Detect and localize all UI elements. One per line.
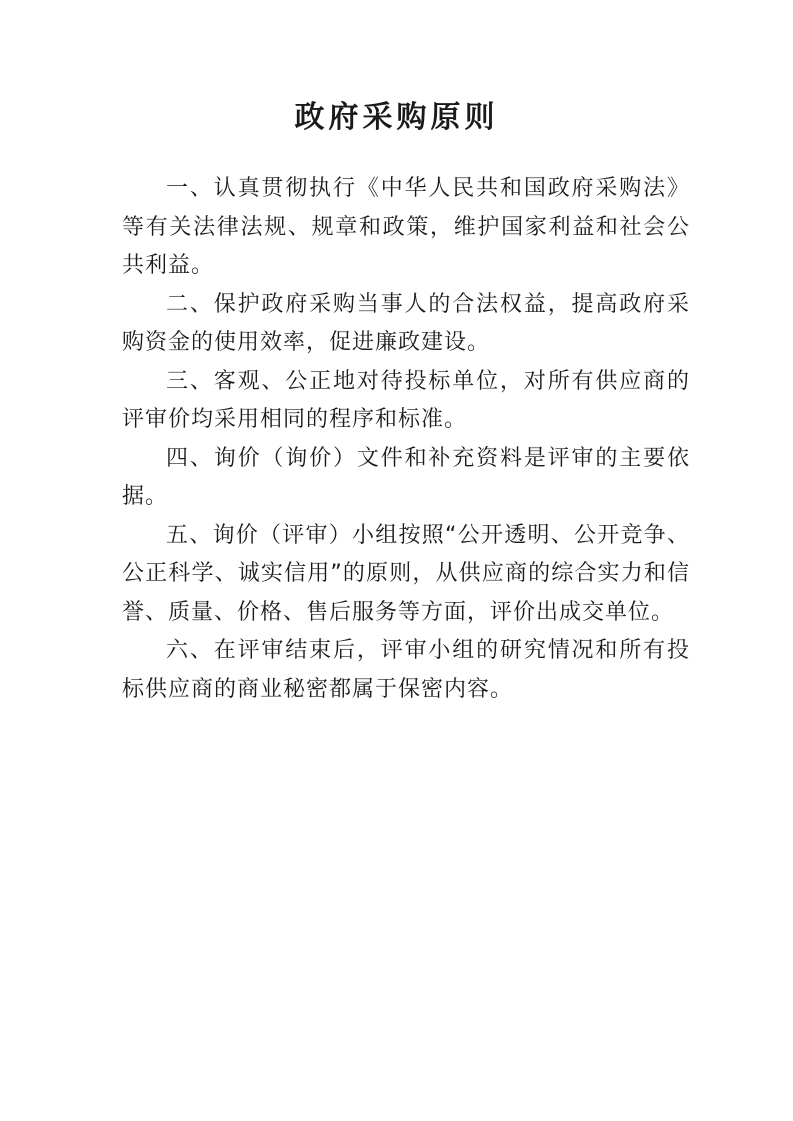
paragraph-5: 五、询价（评审）小组按照“公开透明、公开竞争、公正科学、诚实信用”的原则，从供应商的综合实力和信誉、质量、价格、售后服务等方面，评价出成交单位。 — [122, 522, 690, 625]
paragraph-4: 四、询价（询价）文件和补充资料是评审的主要依据。 — [122, 445, 690, 509]
document-body — [122, 170, 690, 709]
paragraph-2: 二、保护政府采购当事人的合法权益，提高政府采购资金的使用效率，促进廉政建设。 — [122, 291, 690, 355]
paragraph-6: 六、在评审结束后，评审小组的研究情况和所有投标供应商的商业秘密都属于保密内容。 — [122, 638, 690, 702]
paragraph-3: 三、客观、公正地对待投标单位，对所有供应商的评审价均采用相同的程序和标准。 — [122, 368, 690, 432]
paragraph-1: 一、认真贯彻执行《中华人民共和国政府采购法》等有关法律法规、规章和政策，维护国家利益和社会公共利益。 — [122, 176, 690, 278]
document-title: 政府采购原则 — [294, 100, 499, 135]
